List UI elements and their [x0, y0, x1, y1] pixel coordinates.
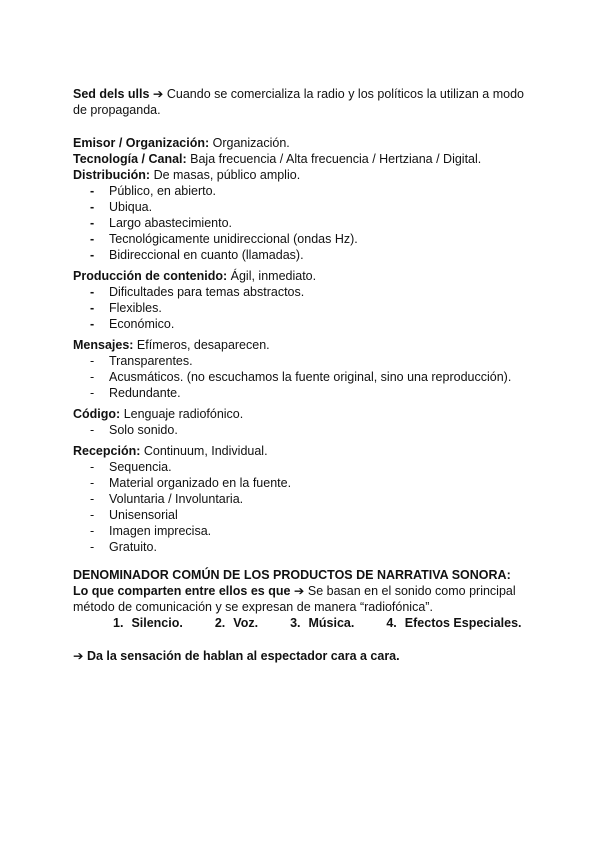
list-item: - Acusmáticos. (no escuchamos la fuente original, sino una reproducción). — [90, 370, 512, 384]
emisor-text: Organización. — [209, 136, 290, 150]
list-item: - Voluntaria / Involuntaria. — [90, 492, 244, 506]
list-item: - Unisensorial — [90, 508, 178, 522]
codigo-label: Código: — [73, 407, 121, 421]
list-item: - Transparentes. — [90, 354, 193, 368]
list-item: - Tecnológicamente unidireccional (ondas Hz). — [90, 232, 358, 246]
numbered-item: 3. Música. — [290, 616, 355, 630]
section-heading: DENOMINADOR COMÚN DE LOS PRODUCTOS DE NARRATIVA SONORA: — [73, 568, 511, 582]
list-item: - Gratuito. — [90, 540, 157, 554]
mensajes-line — [73, 337, 533, 353]
produccion-text: Ágil, inmediato. — [227, 269, 317, 283]
codigo-list — [73, 422, 533, 438]
list-item: - Material organizado en la fuente. — [90, 476, 292, 490]
produccion-list — [73, 284, 533, 332]
intro-paragraph — [73, 86, 533, 118]
emisor-line — [73, 135, 533, 151]
list-item: - Flexibles. — [90, 301, 162, 315]
numbered-item: 1. Silencio. — [113, 616, 183, 630]
list-item: - Ubiqua. — [90, 200, 153, 214]
numbered-list — [73, 615, 533, 631]
intro-label: Sed dels ulls — [73, 87, 150, 101]
list-item: - Solo sonido. — [90, 423, 178, 437]
denominador-text: Se basan en el sonido como principal método de comunicación y se expresan de manera “radiofónica”. — [73, 584, 516, 614]
numbered-item: 2. Voz. — [214, 616, 259, 630]
list-item: - Económico. — [90, 317, 175, 331]
list-item: - Sequencia. — [90, 460, 172, 474]
closing-text: Da la sensación de hablan al espectador cara a cara. — [83, 649, 400, 663]
list-item: - Público, en abierto. — [90, 184, 217, 198]
tecnologia-line — [73, 151, 533, 167]
emisor-label: Emisor / Organización: — [73, 136, 210, 150]
tecnologia-text: Baja frecuencia / Alta frecuencia / Hertziana / Digital. — [186, 152, 482, 166]
list-item: - Largo abastecimiento. — [90, 216, 232, 230]
list-item: - Imagen imprecisa. — [90, 524, 212, 538]
recepcion-list — [73, 459, 533, 555]
arrow-icon: ➔ — [73, 649, 84, 663]
list-item: - Dificultades para temas abstractos. — [90, 285, 305, 299]
recepcion-label: Recepción: — [73, 444, 141, 458]
intro-text: Cuando se comercializa la radio y los políticos la utilizan a modo de propaganda. — [73, 87, 524, 117]
codigo-text: Lenguaje radiofónico. — [120, 407, 244, 421]
codigo-line — [73, 406, 533, 422]
distribucion-line — [73, 167, 533, 183]
tecnologia-label: Tecnología / Canal: — [73, 152, 187, 166]
produccion-label: Producción de contenido: — [73, 269, 228, 283]
recepcion-text: Continuum, Individual. — [140, 444, 268, 458]
recepcion-line — [73, 443, 533, 459]
distribucion-label: Distribución: — [73, 168, 151, 182]
arrow-icon: ➔ — [293, 584, 305, 598]
list-item: - Redundante. — [90, 386, 181, 400]
arrow-icon: ➔ — [152, 87, 164, 101]
document-page — [73, 86, 533, 664]
closing-line — [73, 648, 533, 664]
denominador-label: Lo que comparten entre ellos es que — [73, 584, 291, 598]
mensajes-text: Efímeros, desaparecen. — [133, 338, 270, 352]
produccion-line — [73, 268, 533, 284]
numbered-item: 4. Efectos Especiales. — [386, 616, 522, 630]
distribucion-text: De masas, público amplio. — [150, 168, 301, 182]
distribucion-list — [73, 183, 533, 263]
mensajes-label: Mensajes: — [73, 338, 134, 352]
denominador-paragraph — [73, 583, 533, 615]
list-item: - Bidireccional en cuanto (llamadas). — [90, 248, 304, 262]
mensajes-list — [73, 353, 533, 401]
